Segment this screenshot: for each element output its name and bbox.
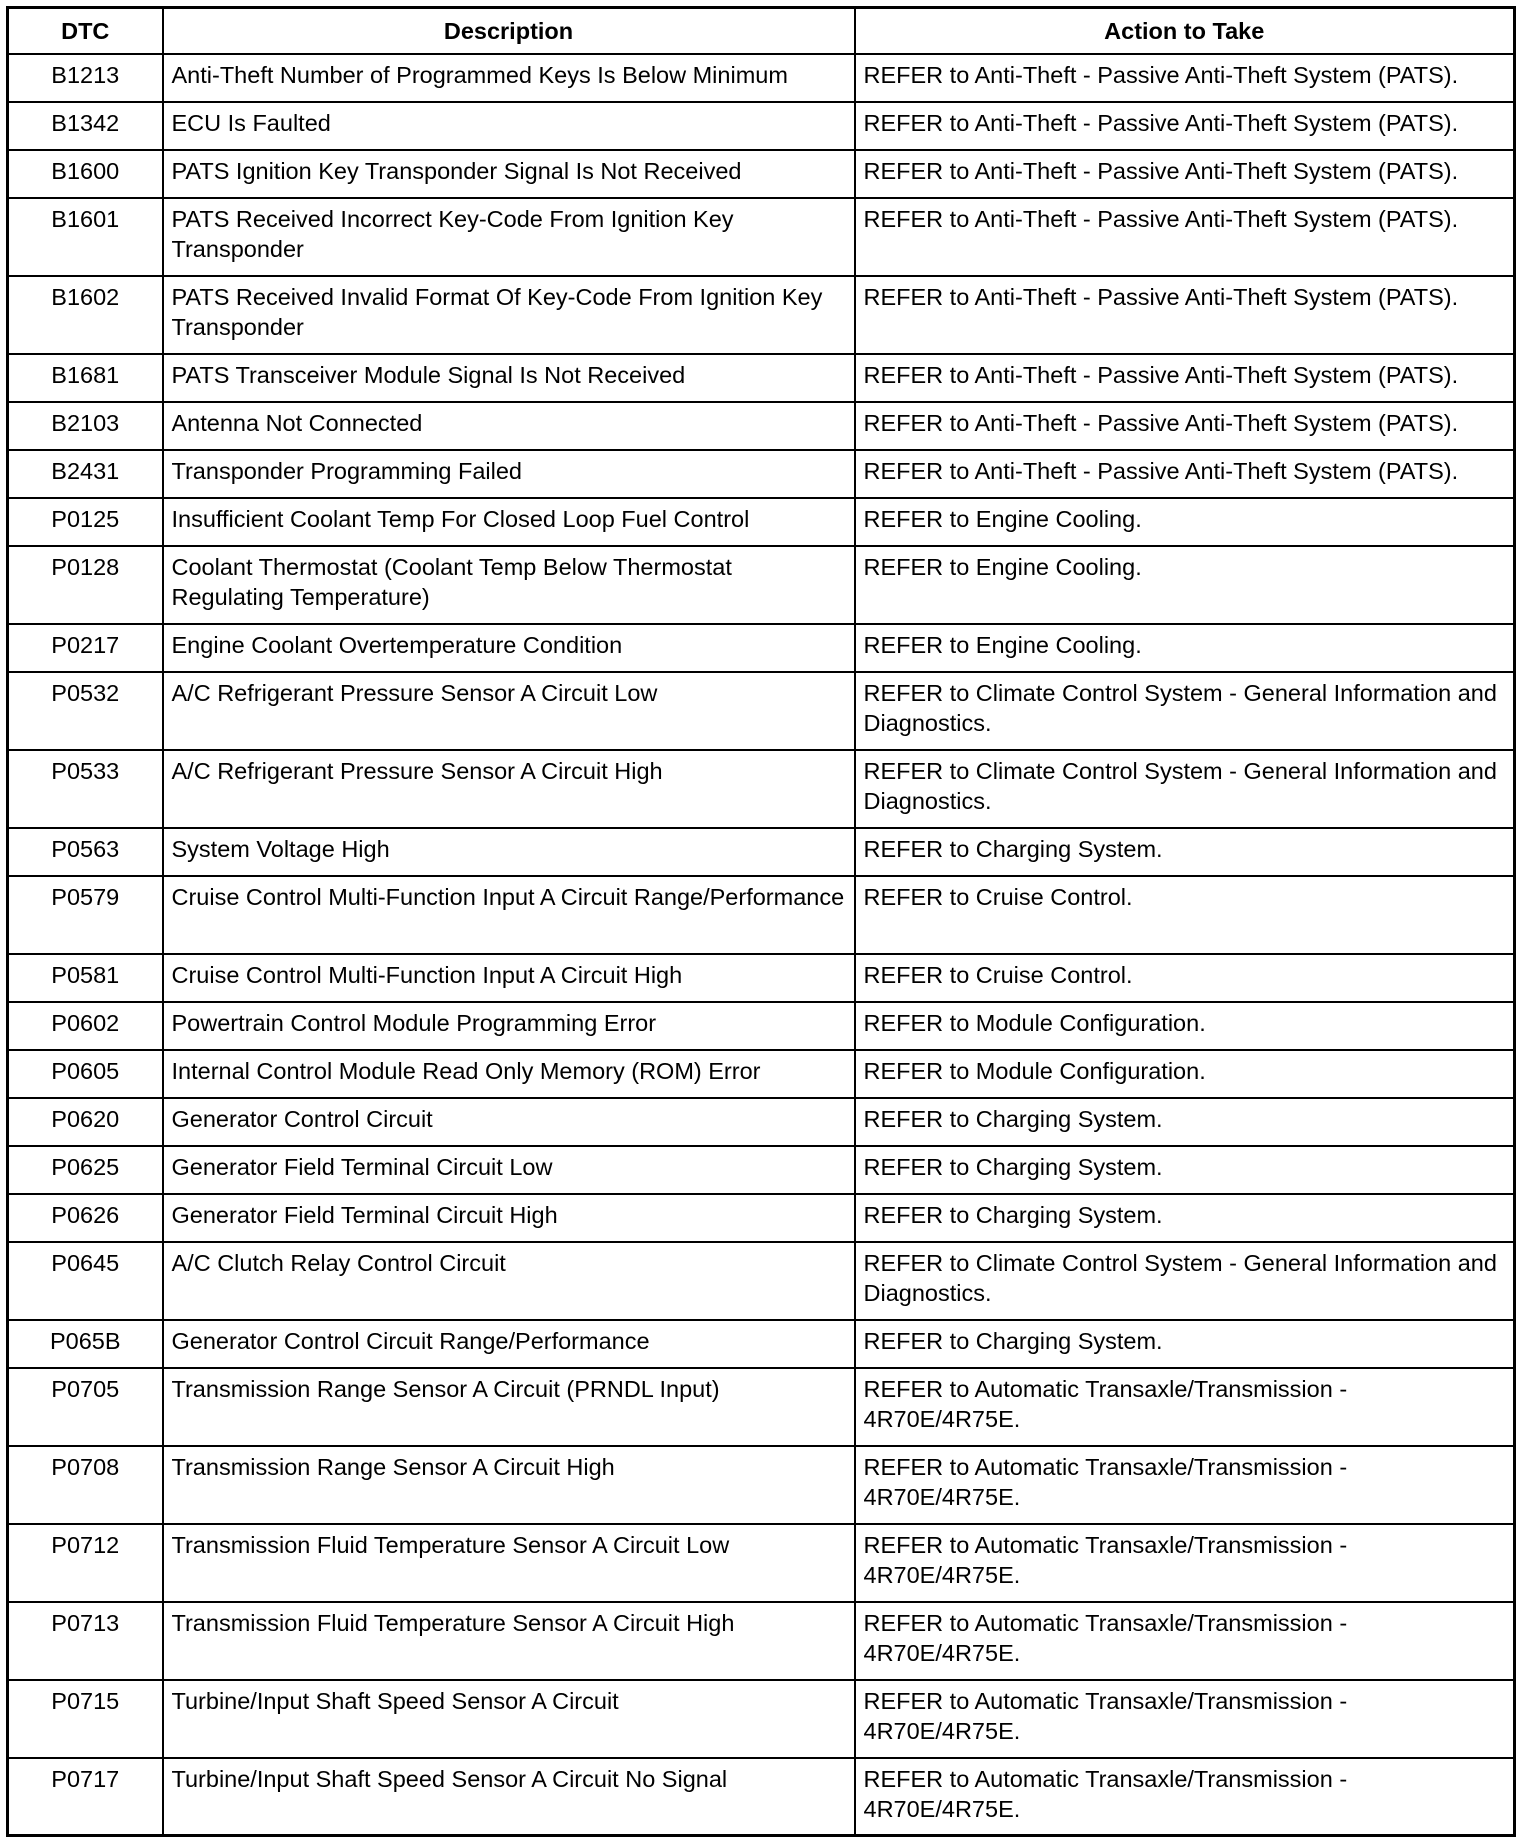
table-row: [8, 876, 1515, 954]
table-row: [8, 450, 1515, 498]
header-action: Action to Take: [855, 8, 1515, 54]
action-cell: REFER to Automatic Transaxle/Transmission - 4R70E/4R75E.: [855, 1758, 1515, 1836]
dtc-code-cell: B2431: [8, 450, 163, 498]
action-cell: REFER to Automatic Transaxle/Transmission - 4R70E/4R75E.: [855, 1602, 1515, 1680]
description-cell: Coolant Thermostat (Coolant Temp Below Thermostat Regulating Temperature): [163, 546, 855, 624]
action-cell: REFER to Charging System.: [855, 1146, 1515, 1194]
description-cell: Generator Control Circuit Range/Performance: [163, 1320, 855, 1368]
table-row: [8, 546, 1515, 624]
description-cell: Transmission Fluid Temperature Sensor A Circuit Low: [163, 1524, 855, 1602]
description-cell: System Voltage High: [163, 828, 855, 876]
table-row: [8, 198, 1515, 276]
dtc-code-cell: P0217: [8, 624, 163, 672]
description-cell: A/C Refrigerant Pressure Sensor A Circuit High: [163, 750, 855, 828]
description-cell: Turbine/Input Shaft Speed Sensor A Circuit No Signal: [163, 1758, 855, 1836]
action-cell: REFER to Module Configuration.: [855, 1002, 1515, 1050]
dtc-code-cell: B1213: [8, 54, 163, 102]
header-row: [8, 8, 1515, 54]
dtc-code-cell: P0713: [8, 1602, 163, 1680]
action-cell: REFER to Automatic Transaxle/Transmission - 4R70E/4R75E.: [855, 1446, 1515, 1524]
action-cell: REFER to Climate Control System - General Information and Diagnostics.: [855, 672, 1515, 750]
action-cell: REFER to Charging System.: [855, 1194, 1515, 1242]
dtc-code-cell: P0533: [8, 750, 163, 828]
description-cell: PATS Ignition Key Transponder Signal Is Not Received: [163, 150, 855, 198]
description-cell: Turbine/Input Shaft Speed Sensor A Circuit: [163, 1680, 855, 1758]
action-cell: REFER to Automatic Transaxle/Transmission - 4R70E/4R75E.: [855, 1680, 1515, 1758]
table-row: [8, 1446, 1515, 1524]
description-cell: Transponder Programming Failed: [163, 450, 855, 498]
table-row: [8, 1680, 1515, 1758]
action-cell: REFER to Anti-Theft - Passive Anti-Theft System (PATS).: [855, 276, 1515, 354]
description-cell: Anti-Theft Number of Programmed Keys Is Below Minimum: [163, 54, 855, 102]
description-cell: Transmission Range Sensor A Circuit High: [163, 1446, 855, 1524]
dtc-code-cell: P0579: [8, 876, 163, 954]
action-cell: REFER to Charging System.: [855, 828, 1515, 876]
dtc-code-cell: B1600: [8, 150, 163, 198]
description-cell: A/C Clutch Relay Control Circuit: [163, 1242, 855, 1320]
action-cell: REFER to Anti-Theft - Passive Anti-Theft System (PATS).: [855, 354, 1515, 402]
dtc-code-cell: P0626: [8, 1194, 163, 1242]
table-row: [8, 1242, 1515, 1320]
table-row: [8, 54, 1515, 102]
action-cell: REFER to Engine Cooling.: [855, 546, 1515, 624]
table-row: [8, 624, 1515, 672]
dtc-code-cell: P065B: [8, 1320, 163, 1368]
table-header: [8, 8, 1515, 54]
action-cell: REFER to Anti-Theft - Passive Anti-Theft System (PATS).: [855, 450, 1515, 498]
dtc-code-cell: B1681: [8, 354, 163, 402]
action-cell: REFER to Climate Control System - General Information and Diagnostics.: [855, 750, 1515, 828]
action-cell: REFER to Engine Cooling.: [855, 624, 1515, 672]
dtc-code-cell: P0717: [8, 1758, 163, 1836]
table-row: [8, 1524, 1515, 1602]
dtc-code-cell: P0712: [8, 1524, 163, 1602]
table-body: [8, 54, 1515, 1836]
action-cell: REFER to Anti-Theft - Passive Anti-Theft System (PATS).: [855, 102, 1515, 150]
dtc-code-cell: B1342: [8, 102, 163, 150]
description-cell: Generator Field Terminal Circuit Low: [163, 1146, 855, 1194]
action-cell: REFER to Cruise Control.: [855, 876, 1515, 954]
action-cell: REFER to Charging System.: [855, 1098, 1515, 1146]
dtc-code-cell: P0705: [8, 1368, 163, 1446]
dtc-code-cell: B1602: [8, 276, 163, 354]
table-row: [8, 1194, 1515, 1242]
dtc-code-cell: P0602: [8, 1002, 163, 1050]
description-cell: Cruise Control Multi-Function Input A Circuit Range/Performance: [163, 876, 855, 954]
dtc-code-cell: P0715: [8, 1680, 163, 1758]
dtc-code-cell: P0708: [8, 1446, 163, 1524]
table-row: [8, 1368, 1515, 1446]
table-row: [8, 1602, 1515, 1680]
action-cell: REFER to Module Configuration.: [855, 1050, 1515, 1098]
table-row: [8, 276, 1515, 354]
table-row: [8, 402, 1515, 450]
description-cell: Antenna Not Connected: [163, 402, 855, 450]
table-row: [8, 672, 1515, 750]
dtc-code-cell: P0620: [8, 1098, 163, 1146]
table-row: [8, 1146, 1515, 1194]
dtc-code-cell: P0563: [8, 828, 163, 876]
table-row: [8, 1098, 1515, 1146]
table-row: [8, 102, 1515, 150]
action-cell: REFER to Anti-Theft - Passive Anti-Theft System (PATS).: [855, 198, 1515, 276]
header-description: Description: [163, 8, 855, 54]
dtc-code-cell: B1601: [8, 198, 163, 276]
table-row: [8, 1758, 1515, 1836]
action-cell: REFER to Charging System.: [855, 1320, 1515, 1368]
description-cell: PATS Received Invalid Format Of Key-Code From Ignition Key Transponder: [163, 276, 855, 354]
action-cell: REFER to Anti-Theft - Passive Anti-Theft System (PATS).: [855, 54, 1515, 102]
description-cell: Cruise Control Multi-Function Input A Circuit High: [163, 954, 855, 1002]
description-cell: Generator Field Terminal Circuit High: [163, 1194, 855, 1242]
table-row: [8, 828, 1515, 876]
description-cell: ECU Is Faulted: [163, 102, 855, 150]
table-row: [8, 1320, 1515, 1368]
description-cell: PATS Received Incorrect Key-Code From Ignition Key Transponder: [163, 198, 855, 276]
table-row: [8, 1002, 1515, 1050]
dtc-code-cell: P0625: [8, 1146, 163, 1194]
action-cell: REFER to Climate Control System - General Information and Diagnostics.: [855, 1242, 1515, 1320]
dtc-code-cell: B2103: [8, 402, 163, 450]
description-cell: Insufficient Coolant Temp For Closed Loop Fuel Control: [163, 498, 855, 546]
dtc-code-cell: P0128: [8, 546, 163, 624]
action-cell: REFER to Anti-Theft - Passive Anti-Theft System (PATS).: [855, 150, 1515, 198]
dtc-code-cell: P0605: [8, 1050, 163, 1098]
header-dtc: DTC: [8, 8, 163, 54]
table-row: [8, 1050, 1515, 1098]
table-row: [8, 954, 1515, 1002]
table-row: [8, 498, 1515, 546]
dtc-code-cell: P0532: [8, 672, 163, 750]
action-cell: REFER to Automatic Transaxle/Transmission - 4R70E/4R75E.: [855, 1368, 1515, 1446]
description-cell: Powertrain Control Module Programming Error: [163, 1002, 855, 1050]
table-row: [8, 150, 1515, 198]
table-row: [8, 354, 1515, 402]
action-cell: REFER to Engine Cooling.: [855, 498, 1515, 546]
description-cell: PATS Transceiver Module Signal Is Not Received: [163, 354, 855, 402]
dtc-code-cell: P0125: [8, 498, 163, 546]
action-cell: REFER to Automatic Transaxle/Transmission - 4R70E/4R75E.: [855, 1524, 1515, 1602]
description-cell: A/C Refrigerant Pressure Sensor A Circuit Low: [163, 672, 855, 750]
dtc-table: [6, 6, 1516, 1837]
dtc-code-cell: P0645: [8, 1242, 163, 1320]
action-cell: REFER to Cruise Control.: [855, 954, 1515, 1002]
description-cell: Transmission Fluid Temperature Sensor A Circuit High: [163, 1602, 855, 1680]
description-cell: Engine Coolant Overtemperature Condition: [163, 624, 855, 672]
action-cell: REFER to Anti-Theft - Passive Anti-Theft System (PATS).: [855, 402, 1515, 450]
description-cell: Generator Control Circuit: [163, 1098, 855, 1146]
table-row: [8, 750, 1515, 828]
description-cell: Internal Control Module Read Only Memory (ROM) Error: [163, 1050, 855, 1098]
description-cell: Transmission Range Sensor A Circuit (PRNDL Input): [163, 1368, 855, 1446]
dtc-code-cell: P0581: [8, 954, 163, 1002]
